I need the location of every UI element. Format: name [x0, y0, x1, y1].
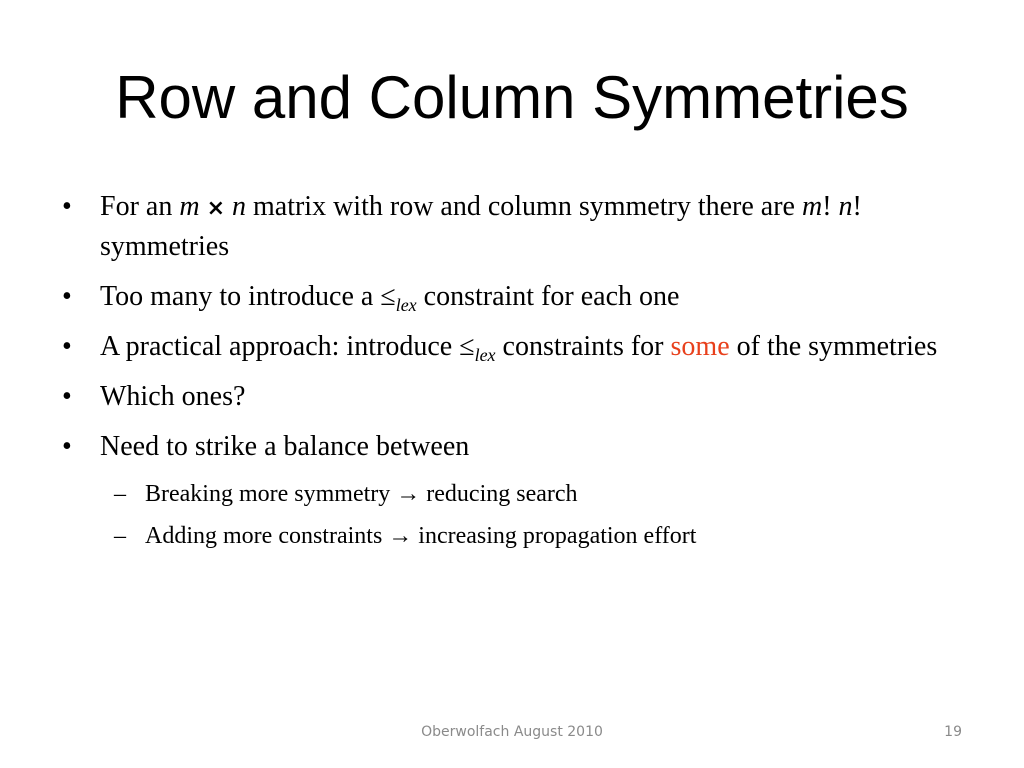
bullet-text: Which ones?: [100, 381, 246, 412]
var-m: m: [179, 191, 200, 222]
var-m: m: [801, 191, 823, 222]
bullet-text: constraints for: [495, 331, 671, 362]
bullet-item-practical: [62, 328, 962, 366]
bullet-point: •: [62, 191, 72, 222]
var-n: n: [838, 191, 853, 222]
footer-text: Oberwolfach August 2010: [421, 724, 603, 740]
bullet-point: •: [62, 431, 72, 462]
lex-constraint-symbol: $\le_{lex}$: [380, 281, 417, 315]
bullet-item-which: [62, 378, 962, 416]
bullet-text: of the symmetries: [729, 331, 938, 362]
bullet-point: •: [62, 381, 72, 412]
lex-constraint-symbol: $\le_{lex}$: [459, 331, 496, 365]
times-symbol: ×: [206, 196, 225, 221]
bullet-text: ! symmetries: [100, 191, 862, 262]
sub-bullet-text: Adding more constraints → increasing propagation effort: [145, 523, 697, 549]
sub-bullet-dash: –: [114, 523, 126, 549]
bullet-list: [62, 188, 962, 562]
bullet-text: matrix with row and column symmetry there are: [246, 191, 802, 222]
bullet-item-too-many: [62, 278, 962, 316]
var-n: n: [232, 191, 246, 222]
bullet-text: Too many to introduce a: [100, 281, 381, 312]
bullet-point: •: [62, 281, 72, 312]
bullet-point: •: [62, 331, 72, 362]
sub-bullet-item: [62, 478, 962, 510]
bullet-text: Need to strike a balance between: [100, 431, 470, 462]
bullet-text: For an: [100, 191, 180, 222]
sub-bullet-text: Breaking more symmetry → reducing search: [145, 481, 578, 507]
bullet-item-matrix: [62, 188, 962, 266]
bullet-text: constraint for each one: [416, 281, 680, 312]
bullet-text: !: [822, 191, 839, 222]
bullet-text: A practical approach: introduce: [100, 331, 460, 362]
sub-bullet-dash: –: [114, 481, 126, 507]
bullet-item-balance: [62, 428, 962, 466]
slide-title: Row and Column Symmetries: [115, 64, 909, 131]
page-number: 19: [944, 724, 962, 740]
highlight-some: some: [670, 331, 730, 362]
sub-bullet-item: [62, 520, 962, 552]
